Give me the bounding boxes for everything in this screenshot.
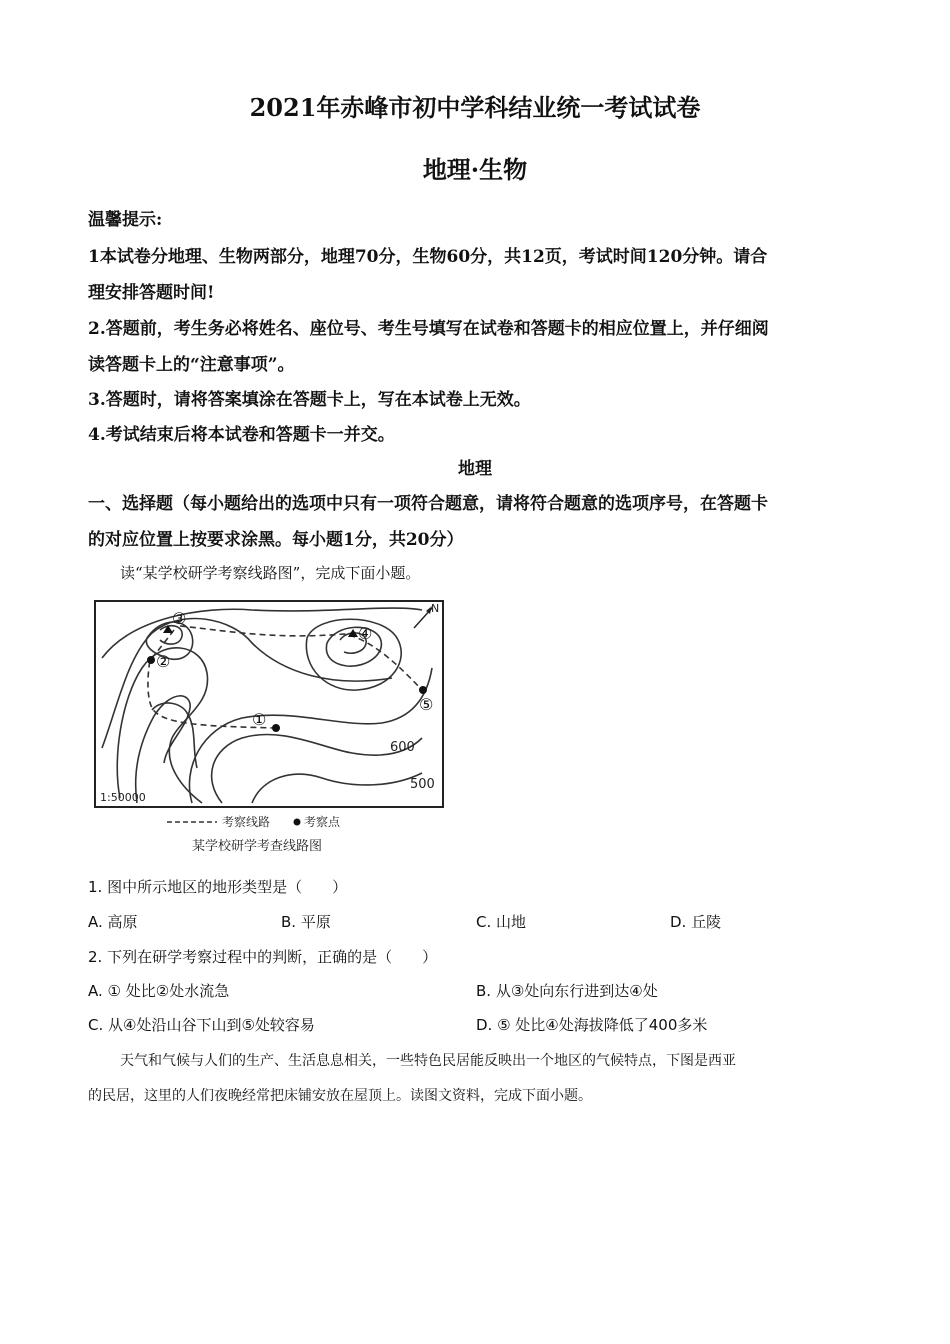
- survey-point-5-dot: [419, 686, 427, 694]
- question-1-option-a: A. 高原: [88, 913, 138, 931]
- section-heading: 地理: [458, 459, 492, 479]
- reading-prompt: 读“某学校研学考察线路图”，完成下面小题。: [120, 564, 421, 582]
- question-1-stem: 1. 图中所示地区的地形类型是（ ）: [88, 878, 348, 896]
- notice-line-1a: 1本试卷分地理、生物两部分，地理70分，生物60分，共12页，考试时间120分钟。请合: [88, 247, 768, 267]
- legend-route-label: 考察线路: [222, 815, 271, 829]
- point-4-label: ④: [358, 624, 373, 643]
- point-1-label: ①: [252, 710, 267, 729]
- question-1-option-c: C. 山地: [476, 913, 527, 931]
- figure-caption: 某学校研学考查线路图: [192, 839, 323, 854]
- legend-point-sample: [294, 819, 301, 826]
- survey-point-2-dot: [147, 656, 155, 664]
- question-2-option-c: C. 从④处沿山谷下山到⑤处较容易: [88, 1016, 315, 1034]
- notice-line-2b: 读答题卡上的“注意事项”。: [88, 355, 295, 375]
- part-one-instructions-b: 的对应位置上按要求涂黑。每小题1分，共20分）: [88, 530, 464, 550]
- point-3-label: ③: [172, 609, 187, 628]
- contour-label-600: 600: [390, 740, 415, 755]
- contour-label-500: 500: [410, 777, 435, 792]
- passage-line-1: 天气和气候与人们的生产、生活息息相关，一些特色民居能反映出一个地区的气候特点，下图是西亚: [120, 1053, 736, 1069]
- survey-point-1-dot: [272, 724, 280, 732]
- point-2-label: ②: [156, 652, 171, 671]
- exam-title: 2021年赤峰市初中学科结业统一考试试卷: [249, 93, 701, 122]
- passage-line-2: 的民居，这里的人们夜晚经常把床铺安放在屋顶上。读图文资料，完成下面小题。: [88, 1088, 592, 1104]
- route-map-figure: [92, 598, 448, 858]
- legend-point-label: 考察点: [304, 815, 341, 829]
- exam-subtitle: 地理·生物: [422, 155, 528, 184]
- notice-label: 温馨提示:: [88, 210, 163, 230]
- question-1-option-d: D. 丘陵: [670, 913, 722, 931]
- map-scale: 1:50000: [100, 791, 146, 804]
- question-2-option-b: B. 从③处向东行进到达④处: [476, 982, 658, 1000]
- part-one-instructions-a: 一、选择题（每小题给出的选项中只有一项符合题意，请将符合题意的选项序号，在答题卡: [88, 494, 768, 514]
- notice-line-1b: 理安排答题时间!: [88, 283, 215, 303]
- question-2-option-d: D. ⑤ 处比④处海拔降低了400多米: [476, 1016, 708, 1034]
- north-label: N: [431, 602, 440, 615]
- notice-line-2a: 2.答题前，考生务必将姓名、座位号、考生号填写在试卷和答题卡的相应位置上，并仔细阅: [88, 319, 769, 339]
- question-2-stem: 2. 下列在研学考察过程中的判断，正确的是（ ）: [88, 948, 438, 966]
- question-2-option-a: A. ① 处比②处水流急: [88, 982, 230, 1000]
- point-5-label: ⑤: [419, 695, 434, 714]
- notice-line-3: 3.答题时，请将答案填涂在答题卡上，写在本试卷上无效。: [88, 390, 531, 410]
- question-1-option-b: B. 平原: [281, 913, 331, 931]
- notice-line-4: 4.考试结束后将本试卷和答题卡一并交。: [88, 425, 395, 445]
